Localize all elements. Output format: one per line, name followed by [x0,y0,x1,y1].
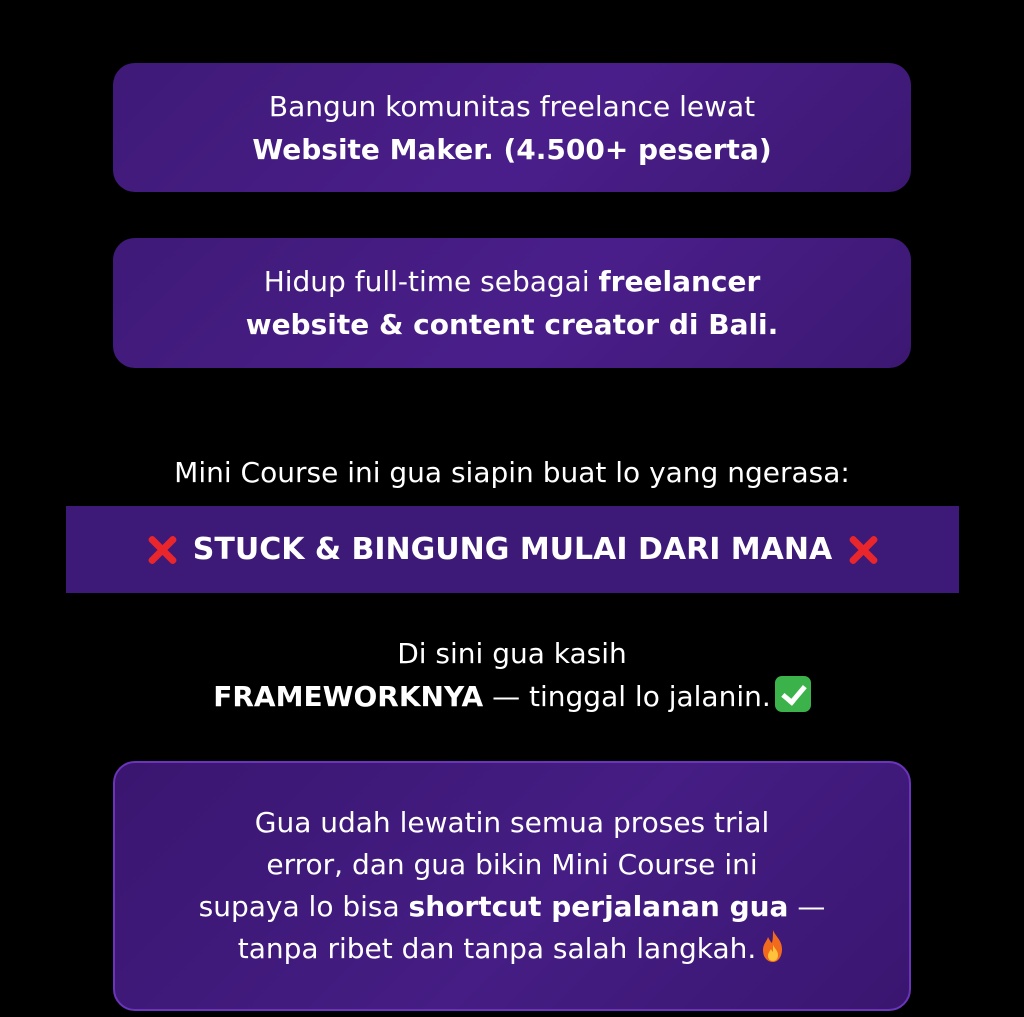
community-highlight: Website Maker. (4.500+ peserta) [252,132,772,166]
cross-mark-icon [143,531,181,569]
community-text: Bangun komunitas freelance lewat [268,89,756,123]
check-mark-icon [775,676,811,712]
shortcut-line-4 [238,928,787,970]
stuck-banner [66,506,959,593]
intro-text: Mini Course ini gua siapin buat lo yang ngerasa: [174,456,850,489]
shortcut-closing: tanpa ribet dan tanpa salah langkah. [237,932,757,965]
shortcut-text: supaya lo bisa [198,890,409,923]
shortcut-dash: — [788,890,826,923]
framework-line-1: Di sini gua kasih [397,637,627,670]
fire-icon [760,929,786,963]
framework-highlight: FRAMEWORKNYA [213,680,484,713]
fulltime-line-1 [264,260,761,303]
shortcut-card [113,761,911,1011]
shortcut-line-2: error, dan gua bikin Mini Course ini [266,848,758,881]
framework-line-2 [0,675,1024,718]
shortcut-line-1: Gua udah lewatin semua proses trial [254,806,770,839]
framework-text: — tinggal lo jalanin. [483,680,771,713]
cross-mark-icon [844,531,882,569]
banner-text: STUCK & BINGUNG MULAI DARI MANA [192,532,833,567]
shortcut-line-3 [199,886,826,928]
fulltime-text: Hidup full-time sebagai [263,265,599,298]
fulltime-highlight: freelancer [598,265,761,298]
fulltime-card [113,238,911,368]
community-card [113,63,911,192]
fulltime-line-2: website & content creator di Bali. [245,308,779,341]
framework-section [0,632,1024,718]
shortcut-highlight: shortcut perjalanan gua [408,890,789,923]
